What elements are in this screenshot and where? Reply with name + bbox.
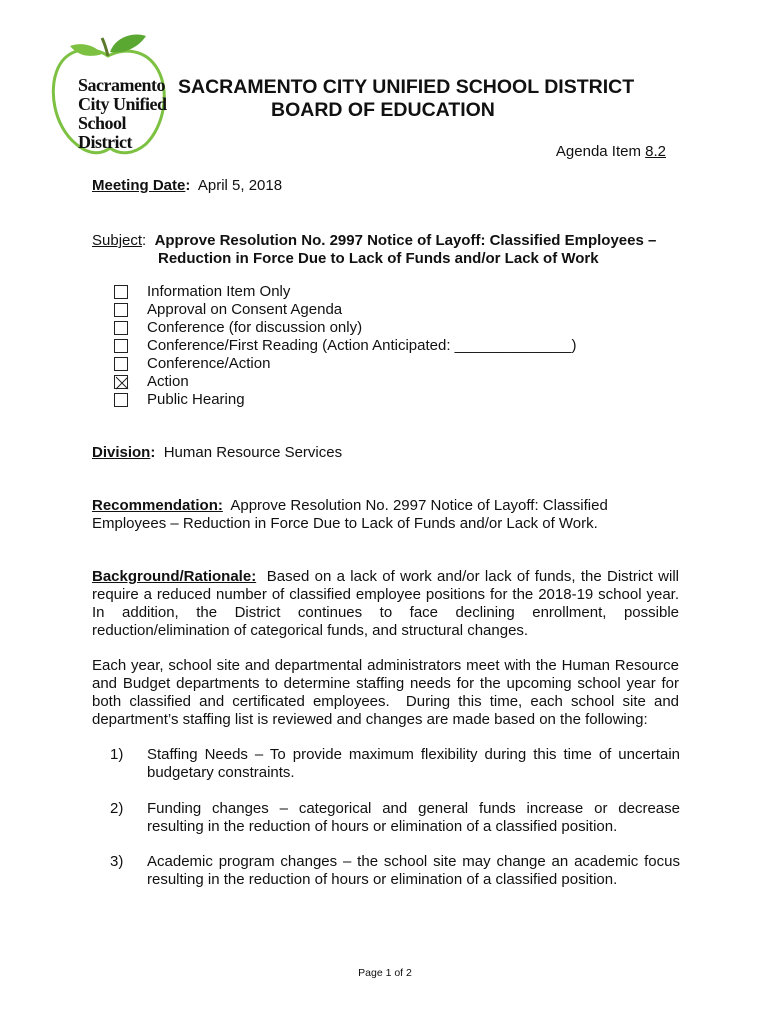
logo-line-2: City Unified (78, 94, 167, 114)
agenda-type-checklist (114, 283, 576, 409)
checklist-item (114, 337, 576, 355)
subject-line-2: Reduction in Force Due to Lack of Funds and/or Lack of Work (158, 250, 599, 267)
recommendation-text: Approve Resolution No. 2997 Notice of Layoff: Classified Employees – Reduction in Force Due to Lack of Funds and/or Lack of Work. (92, 497, 612, 532)
checklist-item-label: Conference (for discussion only) (147, 319, 363, 336)
title-line-1: SACRAMENTO CITY UNIFIED SCHOOL DISTRICT (178, 76, 635, 98)
background-label: Background/Rationale: (92, 568, 257, 585)
checkbox-icon (114, 285, 128, 299)
checklist-item-label: Approval on Consent Agenda (147, 301, 343, 318)
checkbox-icon (114, 303, 128, 317)
subject-colon: : (142, 232, 155, 249)
each-year-paragraph: Each year, school site and departmental administrators meet with the Human Resource and Budget departments to determine staffing needs for the upcoming school year for both classified and certificated employees. During this time, each school site and department’s staffing list is reviewed and changes are made based on the following: (92, 657, 684, 728)
checklist-item (114, 355, 576, 373)
list-item-number: 1) (110, 746, 124, 763)
checklist-item (114, 391, 576, 409)
list-item-number: 2) (110, 800, 124, 817)
meeting-date-value: April 5, 2018 (190, 177, 283, 194)
checklist-item-label: Conference/Action (147, 355, 271, 372)
checklist-item-label: Action (147, 373, 189, 390)
agenda-item (556, 143, 666, 161)
checkbox-icon (114, 393, 128, 407)
checklist-item (114, 301, 576, 319)
list-item-number: 3) (110, 853, 124, 870)
checked-box-icon (114, 375, 128, 389)
district-logo (46, 32, 171, 160)
logo-line-1: Sacramento (78, 75, 165, 95)
division-value: Human Resource Services (155, 444, 343, 461)
checklist-item (114, 373, 576, 391)
subject (92, 232, 672, 268)
checkbox-icon (114, 321, 128, 335)
checklist-item-label: Conference/First Reading (Action Anticipated: ______________) (147, 337, 577, 354)
background-rationale (92, 568, 684, 640)
agenda-label: Agenda Item (555, 143, 646, 160)
checklist-item-label: Public Hearing (147, 391, 245, 408)
title-line-2: BOARD OF EDUCATION (271, 99, 495, 121)
x-mark-icon (115, 376, 129, 390)
recommendation (92, 497, 679, 533)
recommendation-label: Recommendation: (92, 497, 223, 514)
list-item-text: Staffing Needs – To provide maximum flexibility during this time of uncertain budgetary constraints. (147, 746, 680, 781)
checkbox-icon (114, 339, 128, 353)
logo-line-3: School District (78, 113, 132, 152)
meeting-date-colon: : (185, 177, 191, 194)
division-label: Division (92, 444, 151, 461)
list-item-text: Funding changes – categorical and general funds increase or decrease resulting in the reduction of hours or elimination of a classified position. (147, 800, 680, 835)
checklist-item (114, 319, 576, 337)
subject-line-1: Approve Resolution No. 2997 Notice of Layoff: Classified Employees – (154, 232, 657, 249)
agenda-number: 8.2 (645, 143, 666, 160)
checklist-item-label: Information Item Only (147, 283, 291, 300)
meeting-date-label: Meeting Date (92, 177, 186, 194)
checkbox-icon (114, 357, 128, 371)
checklist-item (114, 283, 576, 301)
list-item-text: Academic program changes – the school site may change an academic focus resulting in the reduction of hours or elimination of a classified position. (147, 853, 680, 888)
background-text: Based on a lack of work and/or lack of funds, the District will require a reduced number of classified employee positions for the 2018-19 school year. In addition, the District continues to face declining enrollment, possible reduction/elimination of categorical funds, and structural changes. (92, 568, 684, 639)
document-title (178, 76, 648, 122)
division (92, 444, 679, 462)
subject-label: Subject (92, 232, 143, 249)
logo-wordmark (78, 76, 171, 152)
division-colon: : (150, 444, 156, 461)
page-number: Page 1 of 2 (358, 967, 412, 979)
meeting-date (92, 177, 282, 195)
